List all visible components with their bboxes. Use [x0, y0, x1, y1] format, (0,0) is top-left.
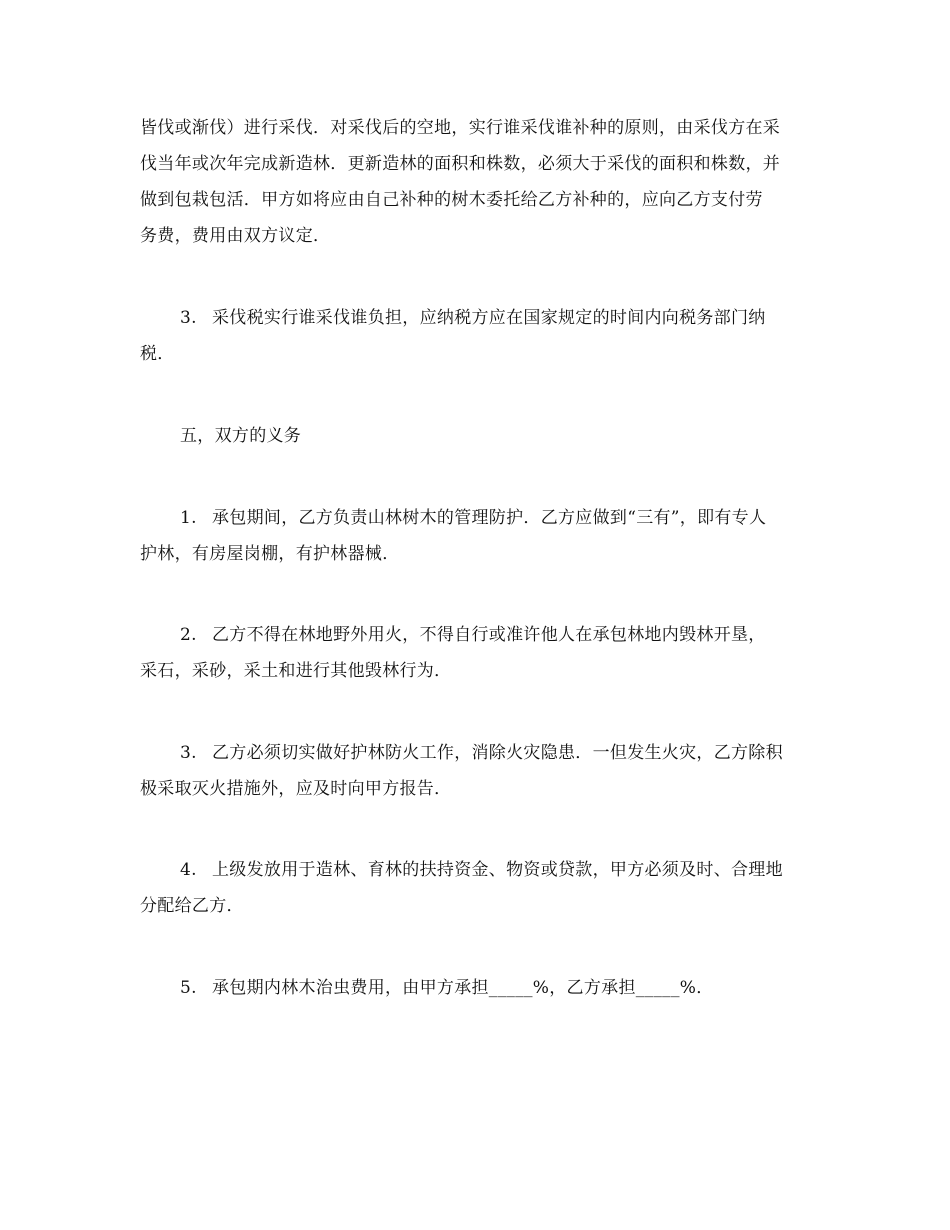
section-heading: 五，双方的义务 [180, 426, 302, 446]
numbered-item [180, 859, 783, 881]
paragraph-line: 务费，费用由双方议定． [140, 226, 331, 246]
item-text: 乙方必须切实做好护林防火工作，消除火灾隐患．一但发生火灾，乙方除积 [212, 743, 783, 763]
item-text: 上级发放用于造林、育林的扶持资金、物资或贷款，甲方必须及时、合理地 [212, 860, 783, 880]
item-number: 4. [180, 860, 197, 880]
paragraph-line: 极采取灭火措施外，应及时向甲方报告． [140, 779, 452, 799]
numbered-item [180, 742, 783, 764]
numbered-item [180, 624, 766, 646]
item-number: 3. [180, 743, 197, 763]
paragraph-line: 分配给乙方． [140, 896, 244, 916]
item-number: 5. [180, 978, 197, 998]
paragraph-line: 皆伐或渐伐）进行采伐．对采伐后的空地，实行谁采伐谁补种的原则，由采伐方在采 [140, 118, 781, 138]
item-number: 2. [180, 625, 197, 645]
paragraph-line: 做到包栽包活．甲方如将应由自己补种的树木委托给乙方补种的，应向乙方支付劳 [140, 190, 763, 210]
numbered-item [180, 307, 766, 329]
item-number: 3. [180, 308, 197, 328]
item-text: 承包期内林木治虫费用，由甲方承担_____%，乙方承担_____%． [212, 978, 714, 998]
item-number: 1. [180, 508, 197, 528]
numbered-item [180, 977, 714, 999]
paragraph-line: 采石，采砂，采土和进行其他毁林行为． [140, 661, 452, 681]
numbered-item [180, 507, 766, 529]
item-text: 乙方不得在林地野外用火，不得自行或准许他人在承包林地内毁林开垦， [212, 625, 766, 645]
paragraph-line: 护林，有房屋岗棚，有护林器械． [140, 544, 400, 564]
item-text: 采伐税实行谁采伐谁负担，应纳税方应在国家规定的时间内向税务部门纳 [212, 308, 766, 328]
paragraph-line: 税． [140, 344, 175, 364]
item-text: 承包期间，乙方负责山林树木的管理防护．乙方应做到“三有”，即有专人 [212, 508, 767, 528]
paragraph-line: 伐当年或次年完成新造林．更新造林的面积和株数，必须大于采伐的面积和株数，并 [140, 154, 781, 174]
